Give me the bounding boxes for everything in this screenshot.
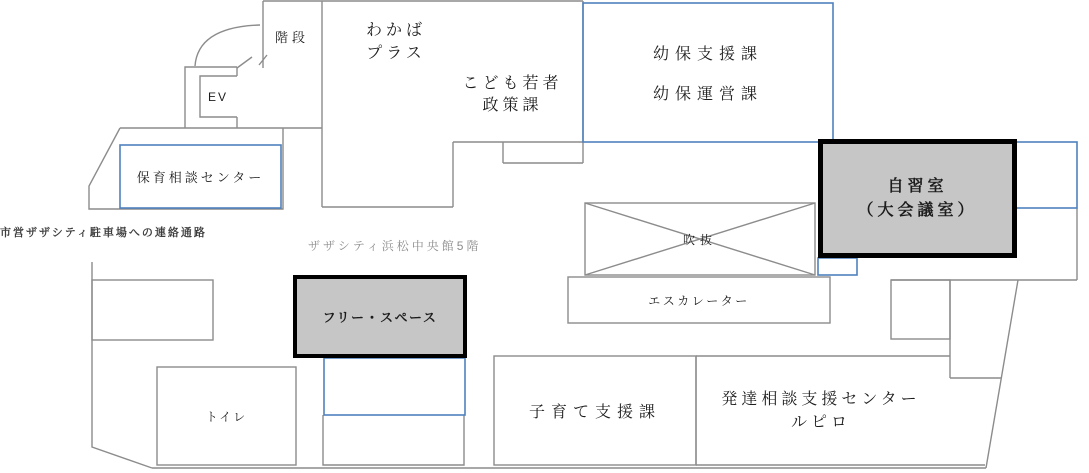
child-rearing-label: 子育て支援課 xyxy=(528,404,661,421)
wakaba-line2: プラス xyxy=(366,45,426,62)
passage-wall xyxy=(92,262,152,468)
development-center-line1: 発達相談支援センター xyxy=(721,391,921,408)
escalator-label: エスカレーター xyxy=(648,293,750,308)
building-label: ザザシティ浜松中央館5階 xyxy=(308,239,482,253)
free-space-label: フリー・スペース xyxy=(322,310,438,325)
stairs-label: 階段 xyxy=(274,30,309,45)
development-center-line2: ルピロ xyxy=(790,414,851,431)
right-empty-room xyxy=(891,280,950,339)
stair-curved-wall xyxy=(195,25,260,66)
youho-divisions-label-box xyxy=(583,3,833,142)
children-youth-line2: 政策課 xyxy=(482,97,543,114)
escalator-label-box xyxy=(568,277,830,323)
youho-support-label: 幼保支援課 xyxy=(652,46,763,63)
left-empty-room xyxy=(92,280,213,340)
toilet-label-box xyxy=(157,367,296,465)
study-room-label-line1: 自習室 xyxy=(887,177,948,195)
children-youth-line1: こども若者 xyxy=(462,75,563,92)
free-space-box xyxy=(293,275,467,358)
strip-room-walls xyxy=(323,415,464,465)
elevator-label: EV xyxy=(207,90,228,104)
wakaba-plus-label xyxy=(330,19,462,65)
childcare-consultation-label: 保育相談センター xyxy=(136,170,265,185)
strip-blue-room xyxy=(324,358,465,415)
development-center-label xyxy=(686,388,956,434)
children-youth-policy-label xyxy=(445,73,580,117)
youho-operation-label: 幼保運営課 xyxy=(652,86,763,103)
parking-passage-label: 市営ザザシティ駐車場への連絡通路 xyxy=(0,227,207,239)
atrium-label: 吹抜 xyxy=(682,233,717,247)
study-room-box xyxy=(818,139,1017,258)
wakaba-line1: わかば xyxy=(365,22,426,39)
small-blue-room xyxy=(818,258,857,275)
toilet-label: トイレ xyxy=(205,409,248,424)
child-rearing-label-box xyxy=(494,356,696,465)
childcare-consultation-label-box xyxy=(120,145,281,208)
study-room-label-line2: （大会議室） xyxy=(857,201,978,219)
